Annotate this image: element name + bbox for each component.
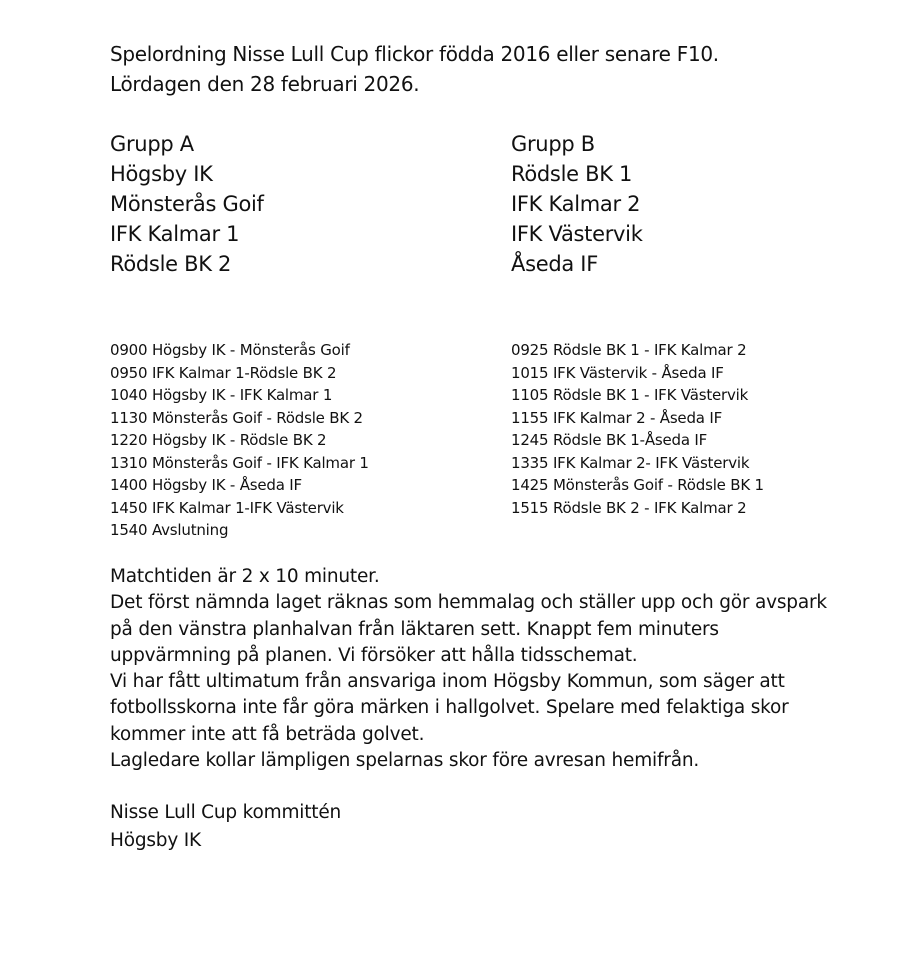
group-b (511, 129, 643, 279)
info-line: Lagledare kollar lämpligen spelarnas skor före avresan hemifrån. (110, 750, 700, 772)
group-a-team: Mönsterås Goif (110, 192, 264, 216)
match-row: 1335 IFK Kalmar 2- IFK Västervik (511, 453, 750, 472)
match-row: 1105 Rödsle BK 1 - IFK Västervik (511, 386, 749, 404)
group-a-team: Högsby IK (110, 162, 213, 186)
group-a (110, 129, 264, 279)
match-row: 1450 IFK Kalmar 1-IFK Västervik (110, 498, 344, 517)
signature-committee: Nisse Lull Cup kommittén (110, 802, 342, 823)
match-row: 0950 IFK Kalmar 1-Rödsle BK 2 (110, 363, 337, 382)
info-line: kommer inte att få beträda golvet. (110, 723, 425, 745)
group-b-team: IFK Västervik (511, 222, 643, 246)
info-paragraph (110, 564, 830, 774)
group-b-team: IFK Kalmar 2 (511, 192, 641, 216)
match-row: 1245 Rödsle BK 1-Åseda IF (511, 431, 708, 449)
signature-club: Högsby IK (110, 829, 201, 851)
closing-row: 1540 Avslutning (110, 521, 229, 539)
match-row: 1155 IFK Kalmar 2 - Åseda IF (511, 408, 722, 427)
match-row: 0900 Högsby IK - Mönsterås Goif (110, 341, 350, 359)
document-date: Lördagen den 28 februari 2026. (110, 72, 420, 96)
group-b-title: Grupp B (511, 132, 595, 156)
match-row: 1220 Högsby IK - Rödsle BK 2 (110, 431, 327, 449)
group-a-team: IFK Kalmar 1 (110, 222, 240, 246)
match-row: 1400 Högsby IK - Åseda IF (110, 476, 302, 494)
info-line: Det först nämnda laget räknas som hemmalag och ställer upp och gör avspark (110, 592, 827, 614)
match-row: 1515 Rödsle BK 2 - IFK Kalmar 2 (511, 498, 747, 517)
match-row: 1015 IFK Västervik - Åseda IF (511, 363, 724, 382)
group-a-team: Rödsle BK 2 (110, 252, 232, 276)
match-row: 1310 Mönsterås Goif - IFK Kalmar 1 (110, 453, 369, 472)
schedule-group-b (511, 339, 764, 519)
match-row: 1425 Mönsterås Goif - Rödsle BK 1 (511, 476, 764, 494)
group-b-team: Åseda IF (511, 252, 598, 276)
info-line: på den vänstra planhalvan från läktaren sett. Knappt fem minuters (110, 618, 719, 640)
info-line: fotbollsskorna inte får göra märken i hallgolvet. Spelare med felaktiga skor (110, 697, 789, 719)
schedule-group-a (110, 339, 369, 542)
match-row: 0925 Rödsle BK 1 - IFK Kalmar 2 (511, 341, 747, 359)
match-row: 1040 Högsby IK - IFK Kalmar 1 (110, 386, 333, 404)
match-row: 1130 Mönsterås Goif - Rödsle BK 2 (110, 408, 363, 427)
group-b-team: Rödsle BK 1 (511, 162, 633, 186)
document-header (110, 39, 719, 99)
document-title: Spelordning Nisse Lull Cup flickor födda 2016 eller senare F10. (110, 42, 719, 66)
info-line: Matchtiden är 2 x 10 minuter. (110, 566, 380, 587)
info-line: Vi har fått ultimatum från ansvariga inom Högsby Kommun, som säger att (110, 671, 785, 693)
info-line: uppvärmning på planen. Vi försöker att hålla tidsschemat. (110, 644, 638, 666)
group-a-title: Grupp A (110, 132, 194, 156)
signature-block (110, 799, 341, 854)
